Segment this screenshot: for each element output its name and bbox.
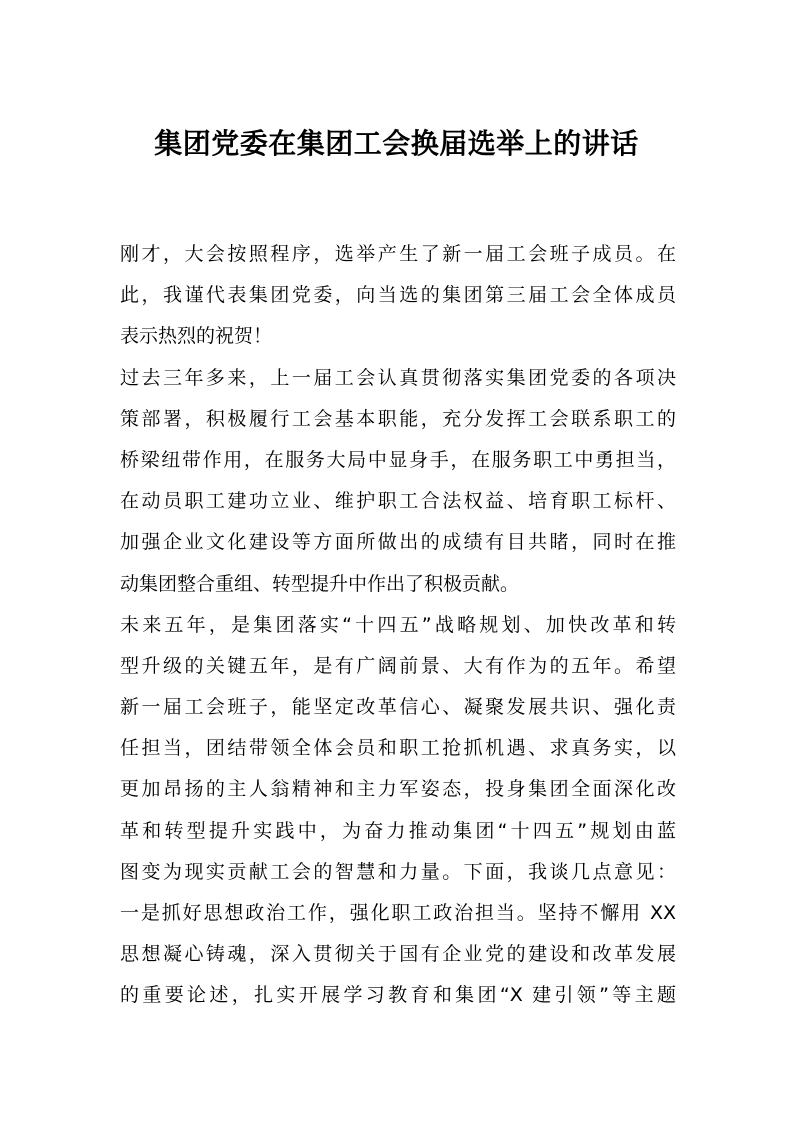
paragraph	[120, 358, 676, 605]
text-line: 型升级的关键五年，是有广阔前景、大有作为的五年。希望	[120, 654, 676, 677]
text-line: 任担当，团结带领全体会员和职工抢抓机遇、求真务实，以	[120, 737, 676, 760]
text-line: 未来五年，是集团落实“十四五”战略规划、加快改革和转	[120, 613, 676, 636]
text-line: 动集团整合重组、转型提升中作出了积极贡献。	[120, 572, 520, 595]
text-line: 在动员职工建功立业、维护职工合法权益、培育职工标杆、	[120, 490, 676, 513]
text-line: 思想凝心铸魂，深入贯彻关于国有企业党的建设和改革发展	[120, 943, 676, 966]
text-line: 图变为现实贡献工会的智慧和力量。下面，我谈几点意见：	[120, 860, 676, 883]
text-line: 加强企业文化建设等方面所做出的成绩有目共睹，同时在推	[120, 531, 676, 554]
text-line: 新一届工会班子，能坚定改革信心、凝聚发展共识、强化责	[120, 696, 676, 719]
text-line: 革和转型提升实践中，为奋力推动集团“十四五”规划由蓝	[120, 819, 676, 842]
document-title: 集团党委在集团工会换届选举上的讲话	[154, 127, 639, 160]
text-line: 表示热烈的祝贺！	[120, 325, 273, 348]
text-line: 策部署，积极履行工会基本职能，充分发挥工会联系职工的	[120, 407, 676, 430]
text-line: 此，我谨代表集团党委，向当选的集团第三届工会全体成员	[120, 284, 676, 307]
text-line: 一是抓好思想政治工作，强化职工政治担当。坚持不懈用 XX	[120, 902, 676, 924]
document-body	[120, 234, 676, 1017]
text-line: 更加昂扬的主人翁精神和主力军姿态，投身集团全面深化改	[120, 778, 676, 801]
text-line: 刚才，大会按照程序，选举产生了新一届工会班子成员。在	[120, 243, 676, 265]
text-line: 的重要论述，扎实开展学习教育和集团“X 建引领”等主题	[120, 984, 676, 1007]
paragraph	[120, 605, 676, 893]
paragraph	[120, 234, 676, 358]
paragraph	[120, 893, 676, 1017]
text-line: 桥梁纽带作用，在服务大局中显身手，在服务职工中勇担当，	[120, 448, 676, 471]
text-line: 过去三年多来，上一届工会认真贯彻落实集团党委的各项决	[120, 366, 676, 389]
